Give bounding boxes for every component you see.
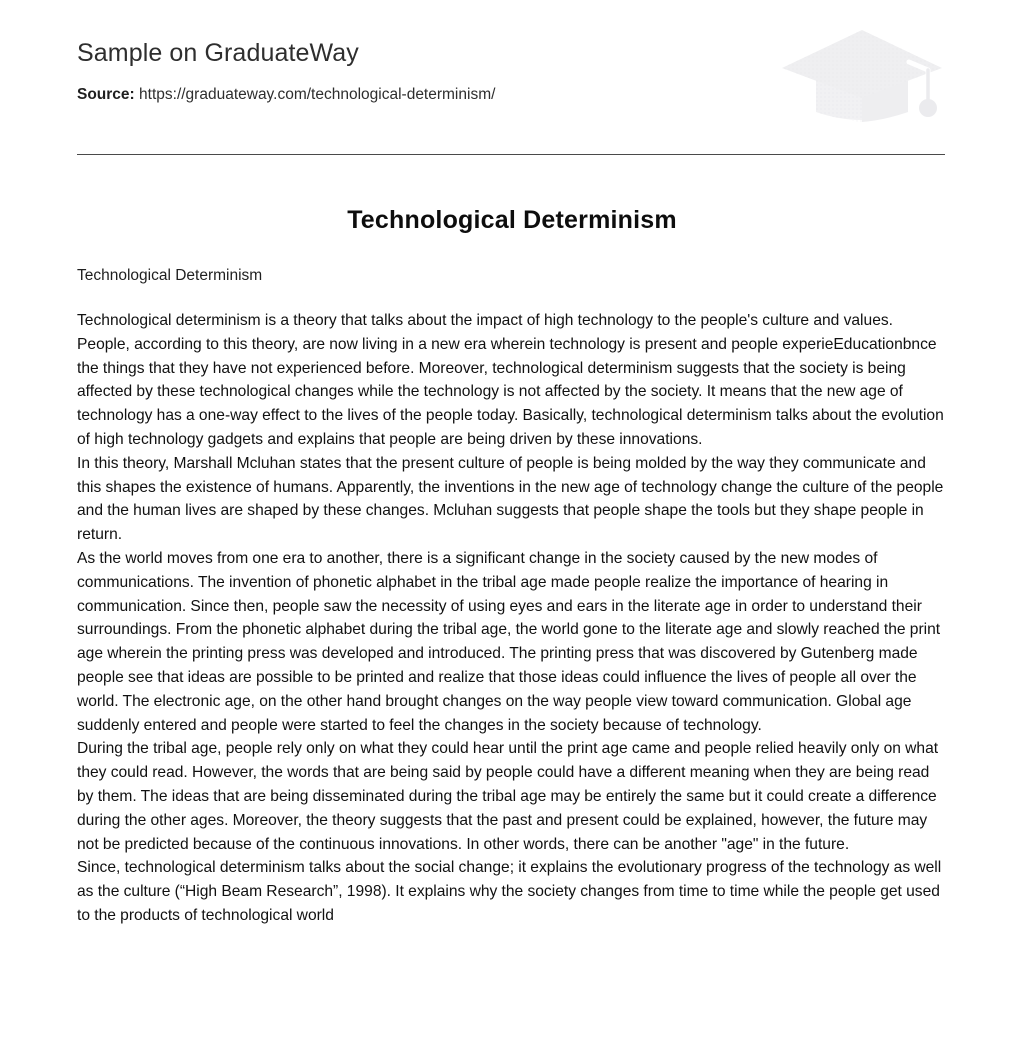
body-paragraph: As the world moves from one era to another, there is a significant change in the society caused by the new modes of communications. The invention of phonetic alphabet in the tribal age made people realize the importance of hearing in communication. Since then, people saw the necessity of using eyes and ears in the literate age in order to understand their surroundings. From the phonetic alphabet during the tribal age, the world gone to the literate age and slowly reached the print age wherein the printing press was developed and introduced. The printing press that was discovered by Gutenberg made people see that ideas are possible to be printed and realize that those ideas could influence the lives of people all over the world. The electronic age, on the other hand brought changes on the way people view toward communication. Global age suddenly entered and people were started to feel the changes in the society because of technology. [77,549,941,734]
page-header [0,0,1024,110]
section-heading: Technological Determinism [77,267,263,284]
body-paragraph: Since, technological determinism talks about the social change; it explains the evolutionary progress of the technology as well as the culture (“High Beam Research”, 1998). It explains why the society changes from time to time while the people get used to the products of technological world [77,859,942,924]
site-title: Sample on GraduateWay [77,39,359,67]
source-line [77,85,945,105]
header-divider [77,154,945,155]
page-title: Technological Determinism [347,206,677,234]
document-body [77,265,945,928]
body-paragraph: In this theory, Marshall Mcluhan states that the present culture of people is being molded by the way they communicate and this shapes the existence of humans. Apparently, the inventions in the new age of technology change the culture of the people and the human lives are shaped by these changes. Mcluhan suggests that people shape the tools but they shape people in return. [77,454,944,544]
source-label: Source: [77,86,135,103]
source-url: https://graduateway.com/technological-determinism/ [139,86,496,103]
body-paragraph: Technological determinism is a theory that talks about the impact of high technology to the people's culture and values. People, according to this theory, are now living in a new era wherein technology is present and people experieEducationbnce the things that they have not experienced before. Moreover, technological determinism suggests that the society is being affected by these technological changes while the technology is not affected by the society. It means that the new age of technology has a one-way effect to the lives of the people today. Basically, technological determinism talks about the evolution of high technology gadgets and explains that people are being driven by these innovations. [77,312,944,448]
body-paragraph: During the tribal age, people rely only on what they could hear until the print age came and people relied heavily only on what they could read. However, the words that are being said by people could have a different meaning when they are being read by them. The ideas that are being disseminated during the tribal age may be entirely the same but it could create a difference during the other ages. Moreover, the theory suggests that the past and present could be explained, however, the future may not be predicted because of the continuous innovations. In other words, there can be another "age" in the future. [77,740,939,853]
